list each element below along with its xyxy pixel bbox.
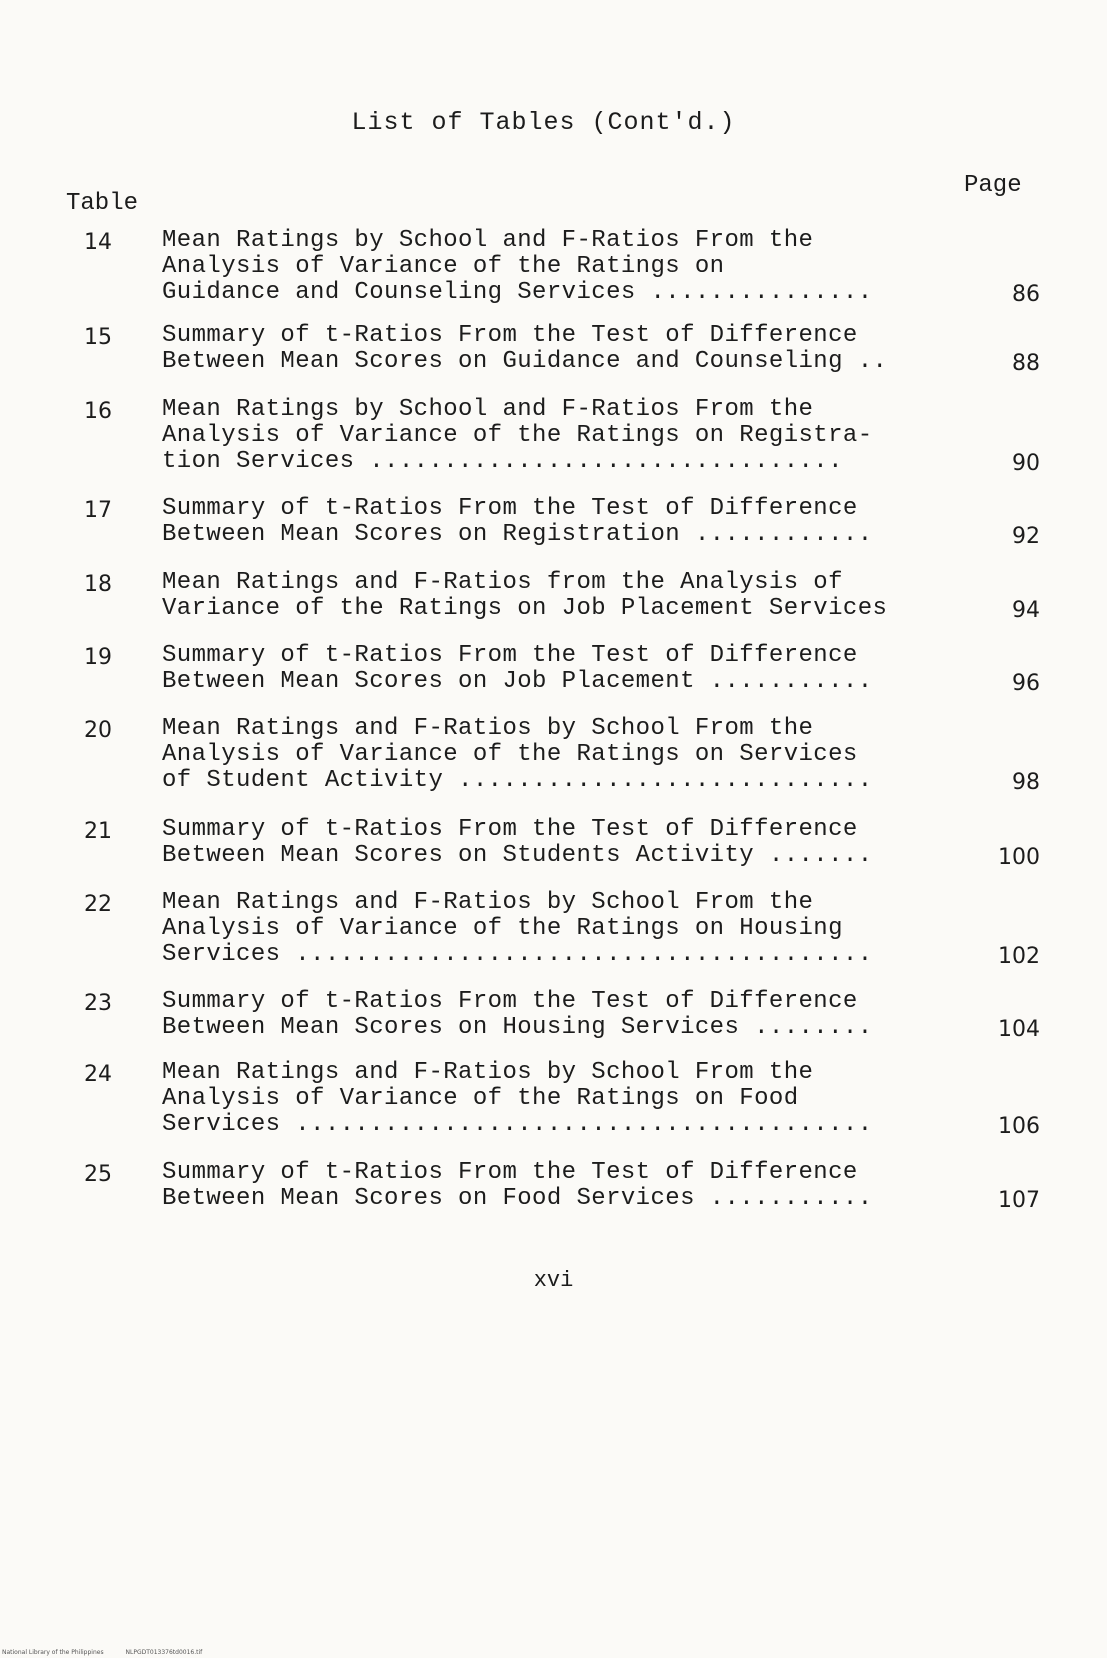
table-title bbox=[162, 643, 922, 695]
table-title-line: tion Services ................................ bbox=[162, 449, 843, 475]
table-title-line: Mean Ratings and F-Ratios by School From the bbox=[162, 890, 814, 916]
table-title-line: Mean Ratings by School and F-Ratios From the bbox=[162, 397, 814, 423]
table-title-line: Between Mean Scores on Housing Services ........ bbox=[162, 1015, 873, 1041]
table-number: 16 bbox=[84, 399, 112, 424]
table-title-line: Between Mean Scores on Students Activity ....... bbox=[162, 843, 873, 869]
table-number: 14 bbox=[84, 230, 112, 255]
table-page-number: 104 bbox=[998, 1017, 1040, 1042]
table-number: 18 bbox=[84, 572, 112, 597]
page-column-header: Page bbox=[964, 172, 1022, 199]
table-number: 17 bbox=[84, 498, 112, 523]
table-page-number: 88 bbox=[1012, 351, 1040, 376]
table-page-number: 92 bbox=[1012, 524, 1040, 549]
table-number: 22 bbox=[84, 892, 112, 917]
table-page-number: 94 bbox=[1012, 598, 1040, 623]
table-title-line: Between Mean Scores on Guidance and Counseling .. bbox=[162, 349, 888, 375]
table-title-line: Summary of t-Ratios From the Test of Difference bbox=[162, 323, 858, 349]
table-title-line: Variance of the Ratings on Job Placement Services bbox=[162, 596, 888, 622]
table-title-line: Between Mean Scores on Job Placement ........... bbox=[162, 669, 873, 695]
table-number: 21 bbox=[84, 819, 112, 844]
table-title bbox=[162, 716, 922, 794]
table-title-line: Analysis of Variance of the Ratings on Registra- bbox=[162, 423, 873, 449]
table-number: 23 bbox=[84, 991, 112, 1016]
table-title bbox=[162, 1060, 922, 1138]
table-title bbox=[162, 1160, 922, 1212]
archive-credit bbox=[2, 1649, 222, 1656]
table-page-number: 96 bbox=[1012, 671, 1040, 696]
table-title-line: Mean Ratings and F-Ratios by School From the bbox=[162, 1060, 814, 1086]
table-title-line: Mean Ratings by School and F-Ratios From the bbox=[162, 228, 814, 254]
table-title-line: of Student Activity ............................ bbox=[162, 768, 873, 794]
table-title bbox=[162, 228, 922, 306]
table-title-line: Analysis of Variance of the Ratings on Services bbox=[162, 742, 858, 768]
table-number: 20 bbox=[84, 718, 112, 743]
table-title-line: Mean Ratings and F-Ratios from the Analysis of bbox=[162, 570, 843, 596]
table-title-line: Summary of t-Ratios From the Test of Difference bbox=[162, 817, 858, 843]
table-number: 15 bbox=[84, 325, 112, 350]
table-title bbox=[162, 496, 922, 548]
table-page-number: 102 bbox=[998, 944, 1040, 969]
table-title-line: Between Mean Scores on Food Services ........... bbox=[162, 1186, 873, 1212]
table-page-number: 86 bbox=[1012, 282, 1040, 307]
archive-credit-text: National Library of the Philippines bbox=[2, 1649, 104, 1656]
archive-file-id: NLPGDT013376td0016.tif bbox=[125, 1649, 203, 1656]
table-title bbox=[162, 989, 922, 1041]
table-title-line: Analysis of Variance of the Ratings on Housing bbox=[162, 916, 843, 942]
table-number: 19 bbox=[84, 645, 112, 670]
table-title-line: Between Mean Scores on Registration ............ bbox=[162, 522, 873, 548]
table-title bbox=[162, 570, 922, 622]
table-title-line: Summary of t-Ratios From the Test of Difference bbox=[162, 989, 858, 1015]
table-title bbox=[162, 890, 922, 968]
table-page-number: 100 bbox=[998, 845, 1040, 870]
table-page-number: 98 bbox=[1012, 770, 1040, 795]
table-column-header: Table bbox=[66, 190, 139, 217]
table-title-line: Summary of t-Ratios From the Test of Difference bbox=[162, 643, 858, 669]
page-title: List of Tables (Cont'd.) bbox=[351, 108, 736, 137]
table-number: 24 bbox=[84, 1062, 112, 1087]
table-title-line: Summary of t-Ratios From the Test of Difference bbox=[162, 496, 858, 522]
table-number: 25 bbox=[84, 1162, 112, 1187]
table-title bbox=[162, 397, 922, 475]
table-title-line: Analysis of Variance of the Ratings on Food bbox=[162, 1086, 799, 1112]
table-title-line: Guidance and Counseling Services ............... bbox=[162, 280, 873, 306]
table-title-line: Services ....................................... bbox=[162, 942, 873, 968]
table-page-number: 107 bbox=[998, 1188, 1040, 1213]
table-title-line: Summary of t-Ratios From the Test of Difference bbox=[162, 1160, 858, 1186]
table-page-number: 90 bbox=[1012, 451, 1040, 476]
page-number: xvi bbox=[533, 1268, 574, 1293]
table-title-line: Analysis of Variance of the Ratings on bbox=[162, 254, 725, 280]
table-title bbox=[162, 323, 922, 375]
table-title-line: Services ....................................... bbox=[162, 1112, 873, 1138]
table-title bbox=[162, 817, 922, 869]
table-page-number: 106 bbox=[998, 1114, 1040, 1139]
table-title-line: Mean Ratings and F-Ratios by School From the bbox=[162, 716, 814, 742]
